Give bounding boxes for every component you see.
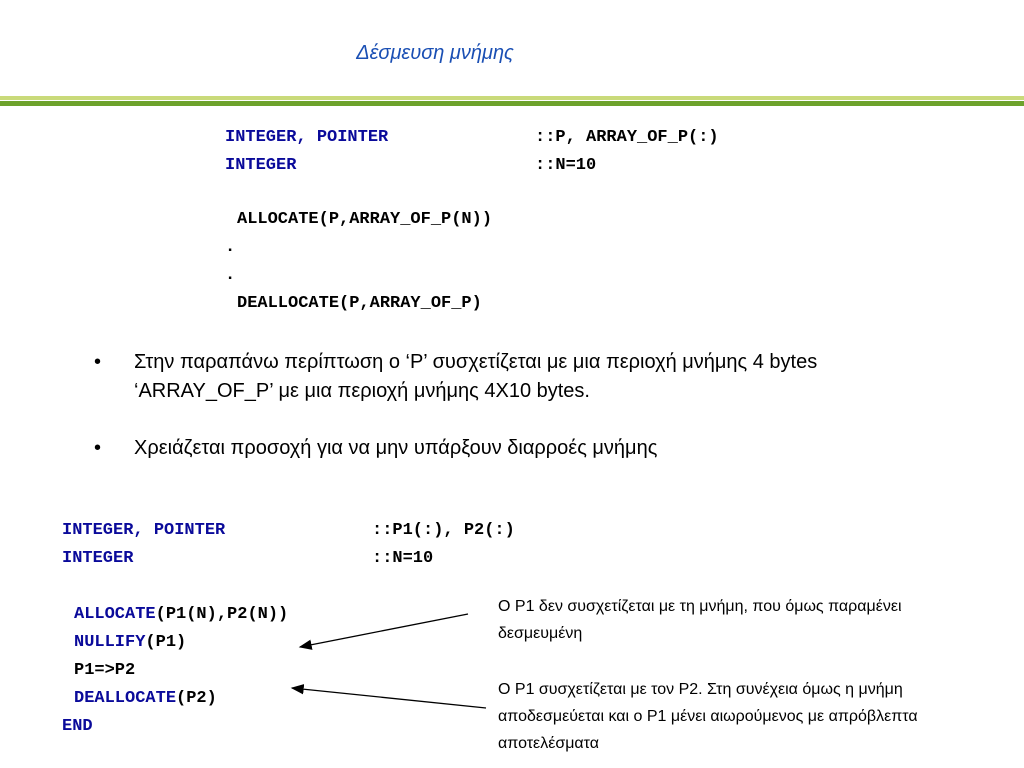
arrow-to-nullify [300,614,468,647]
bullet-marker: • [94,351,102,373]
slide-title: Δέσμευση μνήμης [356,42,514,64]
bullet-text: Στην παραπάνω περίπτωση ο ‘P’ συσχετίζεται με μια περιοχή μνήμης 4 bytes ‘ARRAY_OF_P’ με μια περιοχή μνήμης 4X10 bytes. [134,351,818,402]
code-text: (P1(N),P2(N)) [155,605,289,624]
code-keyword: NULLIFY [74,633,146,652]
code-text: (P1) [145,633,187,652]
code-text: ::N=10 [535,156,597,175]
code-keyword: INTEGER [225,156,297,175]
bullet-text: Χρειάζεται προσοχή για να μην υπάρξουν διαρροές μνήμης [134,437,658,459]
code-line: P1=>P2 [74,661,136,680]
code-keyword: INTEGER, POINTER [62,521,226,540]
bullet-marker: • [94,437,102,459]
code-keyword: INTEGER, POINTER [225,128,389,147]
arrow-to-deallocate [292,688,486,708]
code-line: ALLOCATE(P,ARRAY_OF_P(N)) [237,210,493,229]
code-text: (P2) [176,689,217,708]
annotation-note-nullify: Ο P1 δεν συσχετίζεται με τη μνήμη, που όμως παραμένει δεσμευμένη [498,598,902,642]
code-keyword: ALLOCATE [74,605,156,624]
code-line: . [225,238,236,257]
code-keyword: END [62,717,93,736]
code-keyword: DEALLOCATE [74,689,177,708]
code-keyword: INTEGER [62,549,134,568]
code-text: ::P, ARRAY_OF_P(:) [535,128,719,147]
code-text: ::P1(:), P2(:) [372,521,515,540]
code-text: ::N=10 [372,549,434,568]
code-line: DEALLOCATE(P,ARRAY_OF_P) [237,294,482,313]
code-line: . [225,266,236,285]
annotation-note-deallocate: Ο P1 συσχετίζεται με τον P2. Στη συνέχεια όμως η μνήμη αποδεσμεύεται και ο P1 μένει αιωρούμενος με απρόβλεπτα αποτελέσματα [498,681,918,752]
